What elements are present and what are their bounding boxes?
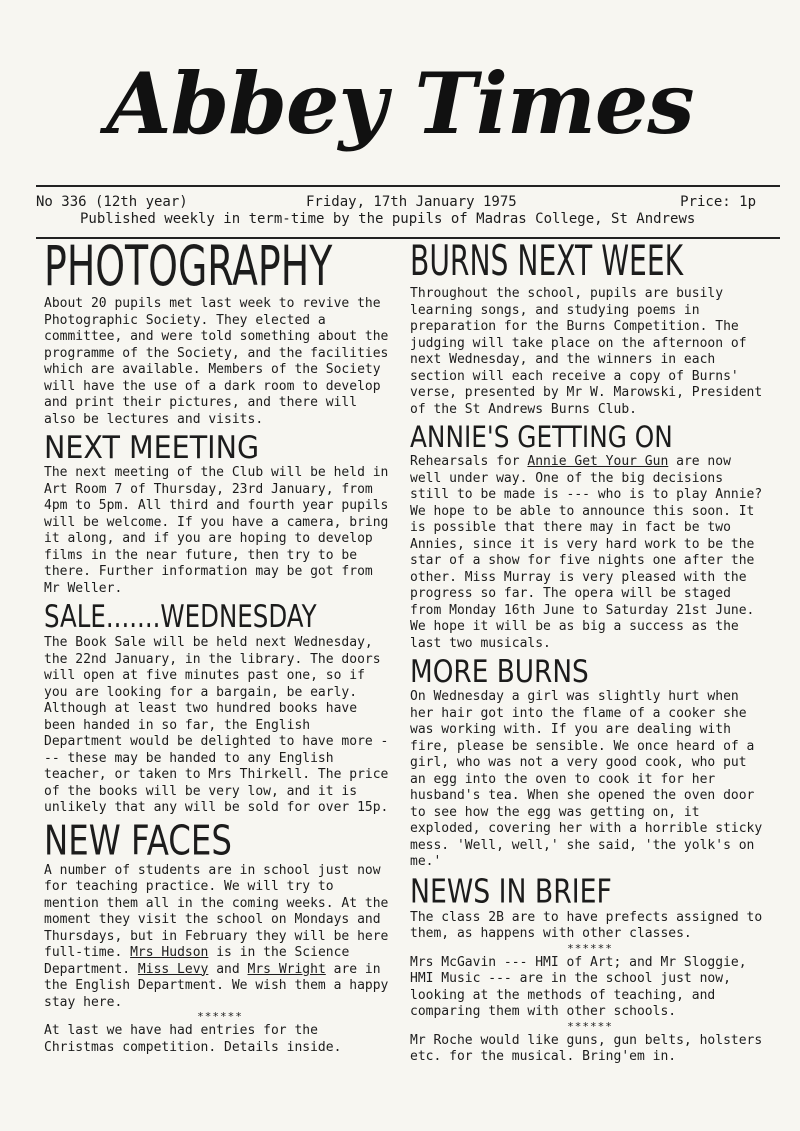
teacher-name: Miss Levy [137,961,209,977]
article-body: The next meeting of the Club will be held in Art Room 7 of Thursday, 23rd January, from 4pm to 5pm. All third and fourth year pupils will be welcome. If you have a camera, bring it along, and if you are hoping to develop films in the near future, then try to be there. Further information may be got from Mr Weller. [44,465,389,596]
headline-burns-next-week: BURNS NEXT WEEK [410,236,684,286]
headline-photography: PHOTOGRAPHY [44,235,333,299]
article-body: Mr Roche would like guns, gun belts, holsters etc. for the musical. Bring'em in. [410,1032,763,1064]
headline-annie: ANNIE'S GETTING ON [410,419,673,454]
body-text-part: is in the Science Department. [44,945,350,977]
article-body: About 20 pupils met last week to revive the Photographic Society. They elected a committee, and were told something about the programme of the Society, and the facilities which are available. Members of the Society will have the use of a dark room to develop and print their pictures, and there will also be lectures and visits. [44,296,389,427]
article-sale [44,598,396,817]
separator-stars: ****** [567,1019,613,1033]
teacher-name: Mrs Wright [247,961,326,977]
separator-stars: ****** [567,941,613,955]
separator-stars: ****** [197,1010,243,1023]
article-body [410,454,770,652]
left-column [44,235,396,1056]
masthead-rule-top [36,185,780,187]
body-text-part: and [216,961,240,977]
show-title: Annie Get Your Gun [527,454,669,469]
article-annie [410,419,770,652]
article-body: Mrs McGavin --- HMI of Art; and Mr Sloggie, HMI Music --- are in the school just now, looking at the methods of teaching, and comparing them with other schools. [410,954,747,1019]
article-more-burns [410,652,770,871]
headline-sale: SALE.......WEDNESDAY [44,598,317,635]
article-news-in-brief [410,871,770,1066]
article-burns-next-week [410,236,770,418]
body-text-part: Rehearsals for [410,454,520,469]
issue-price: Price: 1p [680,194,756,210]
article-body: Throughout the school, pupils are busily learning songs, and studying poems in preparation for the Burns Competition. The judging will take place on the afternoon of next Wednesday, and the winners in each section will each receive a copy of Burns' verse, presented by Mr W. Marowski, President of the St Andrews Burns Club. [410,286,763,417]
article-body: At last we have had entries for the Christmas competition. Details inside. [44,1023,342,1055]
article-body: The Book Sale will be held next Wednesday, the 22nd January, in the library. The doors will open at five minutes past one, so if you are looking for a bargain, be early. Although at least two hundred books have been handed in so far, the English Department would be delighted to have more --- these may be handed to any English teacher, or taken to Mrs Thirkell. The price of the books will be very low, and it is unlikely that any will be sold for over 15p. [44,635,389,815]
article-photography [44,235,396,428]
body-text-part: are now well under way. One of the big decisions still to be made is --- who is to play Annie? We hope to be able to announce this soon. It is possible that there may in fact be two Annies, since it is very hard work to be the star of a show for five nights one after the other. Miss Murray is very pleased with the progress so far. The opera will be staged from Monday 16th June to Saturday 21st June. We hope it will be as big a success as the last two musicals. [410,454,763,651]
issue-number: No 336 (12th year) [36,194,188,210]
teacher-name: Mrs Hudson [130,945,209,960]
right-column [410,236,770,1066]
body-text-part: are in the English Department. We wish them a happy stay here. [44,961,389,1010]
body-text-part: A number of students are in school just now for teaching practice. We will try to mention them all in the coming weeks. At the moment they visit the school on Mondays and Thursdays, but in February they will be here full-time. [44,862,389,960]
headline-news-in-brief: NEWS IN BRIEF [410,871,612,911]
headline-next-meeting: NEXT MEETING [44,428,260,466]
article-new-faces [44,817,396,1057]
article-next-meeting [44,428,396,597]
masthead-title: Abbey Times [106,54,694,153]
published-line: Published weekly in term-time by the pupils of Madras College, St Andrews [80,211,696,227]
issue-date: Friday, 17th January 1975 [306,194,517,210]
article-body: The class 2B are to have prefects assigned to them, as happens with other classes. [410,909,763,941]
article-body: On Wednesday a girl was slightly hurt when her hair got into the flame of a cooker she was working with. If you are dealing with fire, please be sensible. We once heard of a girl, who was not a very good cook, who put an egg into the oven to cook it for her husband's tea. When she opened the oven door to see how the egg was getting on, it exploded, covering her with a horrible sticky mess. 'Well, well,' she said, 'the yolk's on me.' [410,689,763,869]
headline-more-burns: MORE BURNS [410,652,589,690]
headline-new-faces: NEW FACES [44,817,232,865]
article-body [44,863,396,1012]
